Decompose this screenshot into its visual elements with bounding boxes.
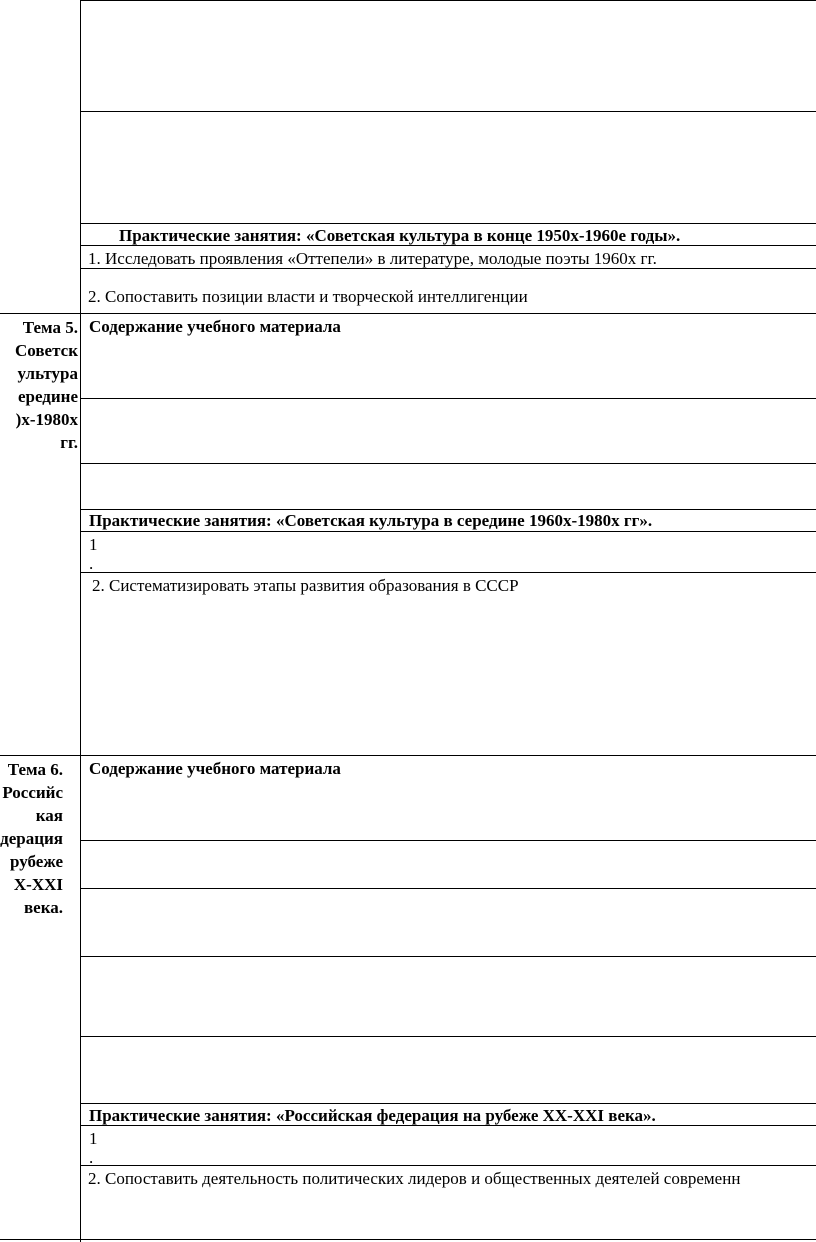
- topic-6-title: Тема 6. Российс кая дерация рубеже X-XXI века.: [0, 760, 63, 917]
- task-number-dot: .: [89, 1148, 94, 1167]
- column-divider: [80, 0, 81, 1242]
- table-border-top: [80, 0, 816, 1]
- task-item: 2. Сопоставить позиции власти и творческой интеллигенции: [88, 287, 528, 306]
- row-line: [80, 111, 816, 112]
- row-line: [80, 1165, 816, 1166]
- row-line: [80, 509, 816, 510]
- practice-title-xx-xxi: Практические занятия: «Российская федерация на рубеже XX-XXI века».: [89, 1106, 656, 1125]
- row-line: [80, 888, 816, 889]
- task-number: 1: [89, 1129, 98, 1148]
- row-line: [0, 755, 816, 756]
- row-line: [80, 840, 816, 841]
- row-line: [80, 223, 816, 224]
- row-line: [80, 1103, 816, 1104]
- task-item: 2. Сопоставить деятельность политических лидеров и общественных деятелей современн: [88, 1169, 741, 1188]
- row-line: [80, 463, 816, 464]
- table-border-bottom: [0, 1239, 816, 1240]
- row-line: [0, 313, 816, 314]
- topic-5-title: Тема 5. Советск ультура ередине )х-1980х гг.: [15, 318, 78, 452]
- row-line: [80, 398, 816, 399]
- row-line: [80, 572, 816, 573]
- task-item: 2. Систематизировать этапы развития образования в СССР: [92, 576, 519, 595]
- task-number-dot: .: [89, 554, 94, 573]
- row-line: [80, 1036, 816, 1037]
- task-number: 1: [89, 535, 98, 554]
- task-item: 1. Исследовать проявления «Оттепели» в литературе, молодые поэты 1960х гг.: [88, 249, 657, 268]
- practice-title-1950-1960: Практические занятия: «Советская культура в конце 1950х-1960е годы».: [119, 226, 681, 245]
- row-line: [80, 956, 816, 957]
- content-heading: Содержание учебного материала: [89, 759, 341, 778]
- row-line: [80, 531, 816, 532]
- content-heading: Содержание учебного материала: [89, 317, 341, 336]
- practice-title-1960-1980: Практические занятия: «Советская культура в середине 1960х-1980х гг».: [89, 511, 653, 530]
